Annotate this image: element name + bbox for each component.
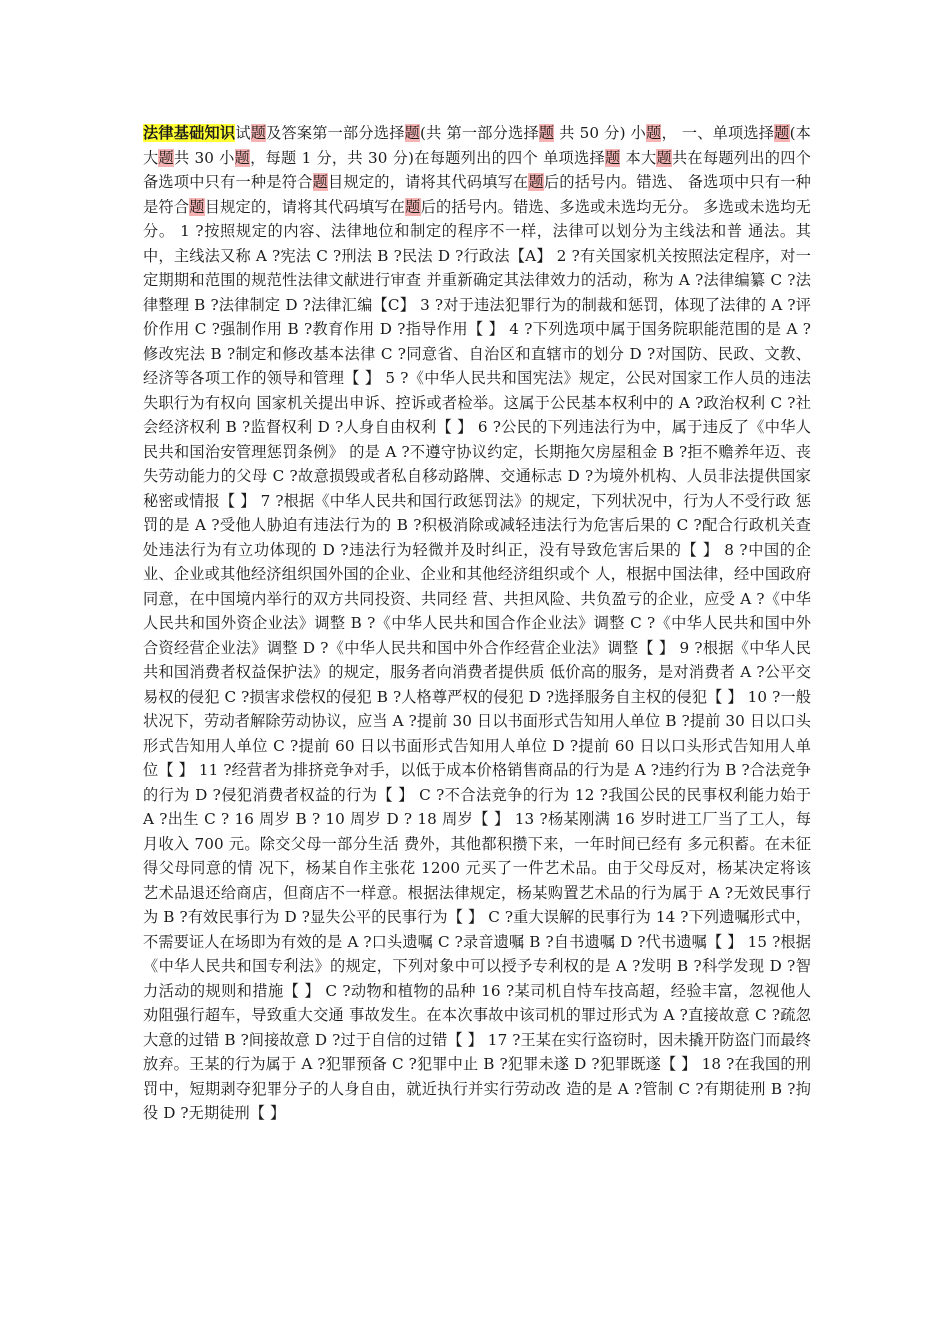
text-run: 试 [235, 124, 251, 142]
highlighted-term: 题 [656, 148, 672, 167]
text-run: 共 50 分) 小 [554, 124, 647, 142]
highlighted-term: 题 [646, 124, 662, 142]
highlighted-term: 题 [404, 124, 420, 142]
text-run: 本大 [620, 148, 657, 167]
highlighted-term: 题 [234, 148, 251, 167]
highlighted-term: 题 [604, 148, 621, 167]
highlighted-term: 题 [774, 124, 790, 142]
text-run: ，每题 1 分，共 30 分)在每题列出的四个 单项选择 [250, 148, 605, 167]
highlighted-term: 题 [250, 124, 267, 142]
highlighted-term: 题 [189, 197, 205, 216]
highlighted-term: 题 [312, 173, 329, 191]
text-run: (共 第一部分选择 [419, 124, 539, 142]
text-run: 共 30 小 [173, 148, 235, 167]
text-run: 后的括号内。错选、多选或未选均无分。 多选或未选均无分。 1 ?按照规定的内容、法律地位和制定的程序不一样，法律可以划分为主线法和普 通法。其中，主线法又称 A ?宪法 C ?刑法 B ?民法 D ?行政法【A】 2 ?有关国家机关按照法定程序，对一定期期和范围的规范性法律文献进行审查 并重新确定其法律效力的活动，称为 A ?法律编纂 C ?法律整理 B ?法律制定 D ?法律汇编【C】 3 ?对于违法犯罪行为的制裁和惩罚，体现了法律的 A ?评价作用 C ?强制作用 B ?教育作用 D ?指导作用【 】 4 ?下列选项中属于国务院职能范围的是 A ?修改宪法 B ?制定和修改基本法律 C ?同意省、自治区和直辖市的划分 D ?对国防、民政、文教、经济等各项工作的领导和管理【 】 5 ?《中华人民共和国宪法》规定，公民对国家工作人员的违法失职行为有权向 国家机关提出申诉、控诉或者检举。这属于公民基本权利中的 A ?政治权利 C ?社会经济权利 B ?监督权利 D ?人身自由权利【 】 6 ?公民的下列违法行为中，属于违反了《中华人民共和国治安管理惩罚条例》 的是 A ?不遵守协议约定，长期拖欠房屋租金 B ?拒不赡养年迈、丧失劳动能力的父母 C ?故意损毁或者私自移动路牌、交通标志 D ?为境外机构、人员非法提供国家秘密或情报【 】 7 ?根据《中华人民共和国行政惩罚法》的规定，下列状况中，行为人不受行政 惩罚的是 A ?受他人胁迫有违法行为的 B ?积极消除或减轻违法行为危害后果的 C ?配合行政机关查处违法行为有立功体现的 D ?违法行为轻微并及时纠正，没有导致危害后果的【 】 8 ?中国的企业、企业或其他经济组织国外国的企业、企业和其他经济组织或个 人，根据中国法律，经中国政府同意，在中国境内举行的双方共同投资、共同经 营、共担风险、共负盈亏的企业，应受 A ?《中华人民共和国外资企业法》调整 B ?《中华人民共和国合作企业法》调整 C ?《中华人民共和国中外合资经营企业法》调整 D ?《中华人民共和国中外合作经营企业法》调整【 】 9 ?根据《中华人民共和国消费者权益保护法》的规定，服务者向消费者提供质 低价高的服务，是对消费者 A ?公平交易权的侵犯 C ?损害求偿权的侵犯 B ?人格尊严权的侵犯 D ?选择服务自主权的侵犯【 】 10 ?一般状况下，劳动者解除劳动协议，应当 A ?提前 30 日以书面形式告知用人单位 B ?提前 30 日以口头形式告知用人单位 C ?提前 60 日以书面形式告知用人单位 D ?提前 60 日以口头形式告知用人单位【 】 11 ?经营者为排挤竞争对手，以低于成本价格销售商品的行为是 A ?违约行为 B ?合法竞争的行为 D ?侵犯消费者权益的行为【 】 C ?不合法竞争的行为 12 ?我国公民的民事权利能力始于 A ?出生 C ? 16 周岁 B ? 10 周岁 D ? 18 周岁【 】 13 ?杨某刚满 16 岁时进工厂当了工人，每月收入 700 元。除交父母一部分生活 费外，其他都积攒下来，一年时间已经有 多元积蓄。在未征得父母同意的情 况下，杨某自作主张花 1200 元买了一件艺术品。由于父母反对，杨某决定将该 艺术品退还给商店，但商店不一样意。根据法律规定，杨某购置艺术品的行为属于 A ?无效民事行为 B ?有效民事行为 D ?显失公平的民事行为【 】 C ?重大误解的民事行为 14 ?下列遗嘱形式中，不需要证人在场即为有效的是 A ?口头遗嘱 C ?录音遗嘱 B ?自书遗嘱 D ?代书遗嘱【 】 15 ?根据《中华人民共和国专利法》的规定，下列对象中可以授予专利权的是 A ?发明 B ?科学发现 D ?智力活动的规则和措施【 】 C ?动物和植物的品种 16 ?某司机自恃车技高超，经验丰富，忽视他人劝阻强行超车，导致重大交通 事故发生。在本次事故中该司机的罪过形式为 A ?直接故意 C ?疏忽大意的过错 B ?间接故意 D ?过于自信的过错【 】 17 ?王某在实行盗窃时，因未撬开防盗门而最终放弃。王某的行为属于 A ?犯罪预备 C ?犯罪中止 B ?犯罪未遂 D ?犯罪既遂【 】 18 ?在我国的刑罚中，短期剥夺犯罪分子的人身自由，就近执行并实行劳动改 造的是 A ?管制 C ?有期徒刑 B ?拘役 D ?无期徒刑【 】 [143, 197, 811, 1122]
text-run: 目规定的，请将其代码填写在 [204, 197, 406, 216]
text-run: 共在每题列出的四个 备选项中只有一种是符合 [143, 148, 811, 191]
text-run: 后的括号内。错选、 备选项中只有一种是符合 [143, 173, 811, 216]
highlighted-title: 法律基础知识 [143, 124, 236, 142]
text-run: (本大 [143, 124, 811, 167]
highlighted-term: 题 [405, 197, 421, 216]
highlighted-term: 题 [158, 148, 174, 167]
text-run: 目规定的，请将其代码填写在 [328, 173, 529, 191]
text-run: 及答案第一部分选择 [266, 124, 405, 142]
highlighted-term: 题 [538, 124, 555, 142]
highlighted-term: 题 [528, 173, 544, 191]
text-run: ， 一、单项选择 [661, 124, 775, 142]
document-body-text [143, 121, 811, 1126]
